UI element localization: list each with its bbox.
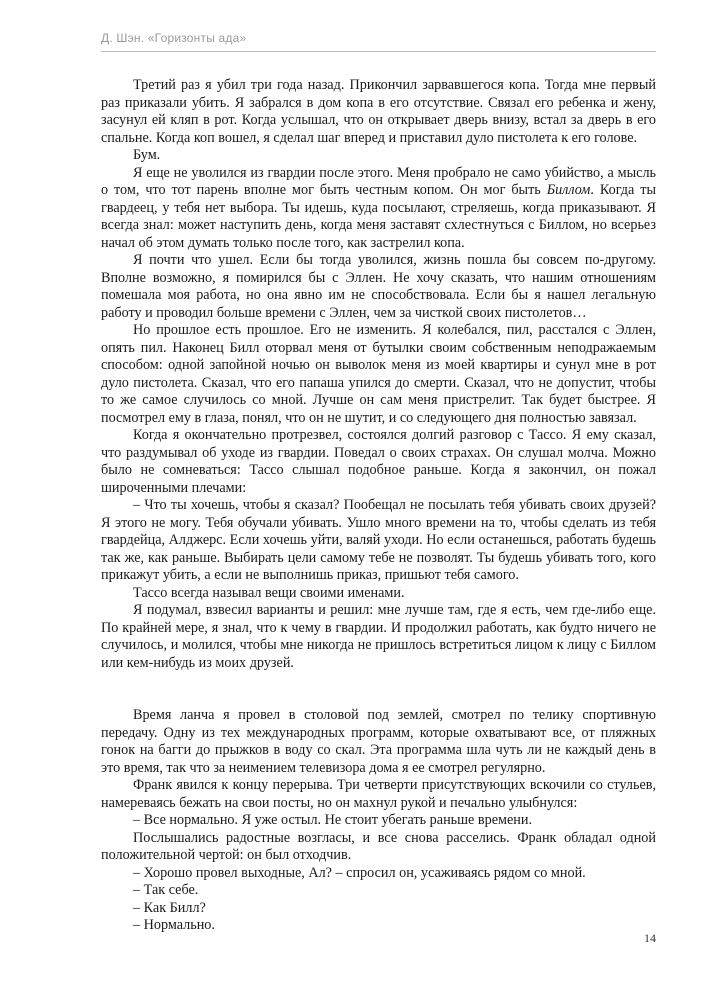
paragraph: Тассо всегда называл вещи своими именами. [133, 584, 405, 601]
running-header: Д. Шэн. «Горизонты ада» [101, 31, 247, 45]
paragraph: Но прошлое есть прошлое. Его не изменить. Я колебался, пил, расстался с Эллен, опять пил. Наконец Билл оторвал меня от бутылки своим собственным неподражаемым способом: одной запойной ночью он выволок меня из моей квартиры и сунул мне в рот дуло пистолета. Сказал, что его папаша упился до смерти. Сказал, что не допустит, чтобы то же самое случилось со мной. Лучше он сам меня пристрелит. Так будет быстрее. Я посмотрел ему в глаза, понял, что он не шутит, и со следующего дня полностью завязал. [101, 322, 656, 426]
dialogue-line: – Все нормально. Я уже остыл. Не стоит убегать раньше времени. [133, 812, 532, 828]
emphasized-word: Биллом [546, 182, 591, 198]
paragraph [101, 165, 656, 253]
paragraph-text: Я еще не уволился из гвардии после этого. Меня пробрало не само убийство, а мысль о том, что тот парень вполне мог быть честным копом. Он мог быть [101, 164, 656, 198]
paragraph: Я почти что ушел. Если бы тогда уволился, жизнь пошла бы совсем по-другому. Вполне возможно, я помирился бы с Эллен. Не хочу сказать, что нашим отношениям помешала моя работа, но она явно им не способствовала. Если бы я нашел легальную работу и проводил больше времени с Эллен, чем за чисткой своих пистолетов… [101, 252, 656, 321]
paragraph: Франк явился к концу перерыва. Три четверти присутствующих вскочили со стульев, намереваясь бежать на свои посты, но он махнул рукой и печально улыбнулся: [101, 777, 656, 811]
paragraph: Третий раз я убил три года назад. Прикончил зарвавшегося копа. Тогда мне первый раз приказали убить. Я забрался в дом копа в его отсутствие. Связал его ребенка и жену, засунул ей кляп в рот. Когда услышал, что он открывает дверь внизу, встал за дверь в его спальне. Когда коп вошел, я сделал шаг вперед и приставил дуло пистолета к его голове. [101, 77, 656, 146]
paragraph: Бум. [133, 147, 161, 163]
page-number: 14 [644, 931, 656, 945]
paragraph: Когда я окончательно протрезвел, состоялся долгий разговор с Тассо. Я ему сказал, что раздумывал об уходе из гвардии. Поведал о своих страхах. Он слушал молча. Можно было не сомневаться: Тассо слышал подобное раньше. Когда я закончил, он пожал широченными плечами: [101, 427, 656, 496]
page-body [101, 77, 656, 935]
paragraph: Я подумал, взвесил варианты и решил: мне лучше там, где я есть, чем где-либо еще. По крайней мере, я знал, что к чему в гвардии. И продолжил работать, как будто ничего не случилось, и молился, чтобы мне никогда не пришлось встретиться лицом к лицу с Биллом или кем-нибудь из моих друзей. [101, 602, 656, 671]
section-break [101, 672, 656, 707]
dialogue-line: – Хорошо провел выходные, Ал? – спросил он, усаживаясь рядом со мной. [133, 864, 586, 881]
paragraph: Послышались радостные возгласы, и все снова расселись. Франк обладал одной положительной чертой: он был отходчив. [101, 829, 656, 863]
paragraph: – Что ты хочешь, чтобы я сказал? Пообещал не посылать тебя убивать своих друзей? Я этого не могу. Тебя обучали убивать. Ушло много времени на то, чтобы сделать из тебя гвардейца, Алджерс. Если хочешь уйти, валяй уходи. Но если останешься, работать будешь так же, как раньше. Выбирать цели самому тебе не позволят. Ты будешь убивать того, кого прикажут убить, а если не выполнишь приказ, пришьют тебя самого. [101, 497, 656, 583]
dialogue-line: – Так себе. [133, 882, 199, 898]
paragraph-text: . Когда ты гвардеец, у тебя нет выбора. Ты идешь, куда посылают, стреляешь, когда приказывают. Я всегда знал: может наступить день, когда меня заставят схлестнуться с Биллом, но всерьез начал об этом думать только после того, как застрелил копа. [101, 182, 656, 251]
dialogue-line: – Нормально. [133, 917, 215, 933]
dialogue-line: – Как Билл? [133, 899, 206, 916]
paragraph: Время ланча я провел в столовой под землей, смотрел по телику спортивную передачу. Одну из тех международных программ, которые охватывают все, от пляжных гонок на багги до прыжков в воду со скал. Эта программа шла чуть ли не каждый день в это время, так что за неимением телевизора дома я ее смотрел регулярно. [101, 707, 656, 776]
header-divider [101, 51, 656, 52]
